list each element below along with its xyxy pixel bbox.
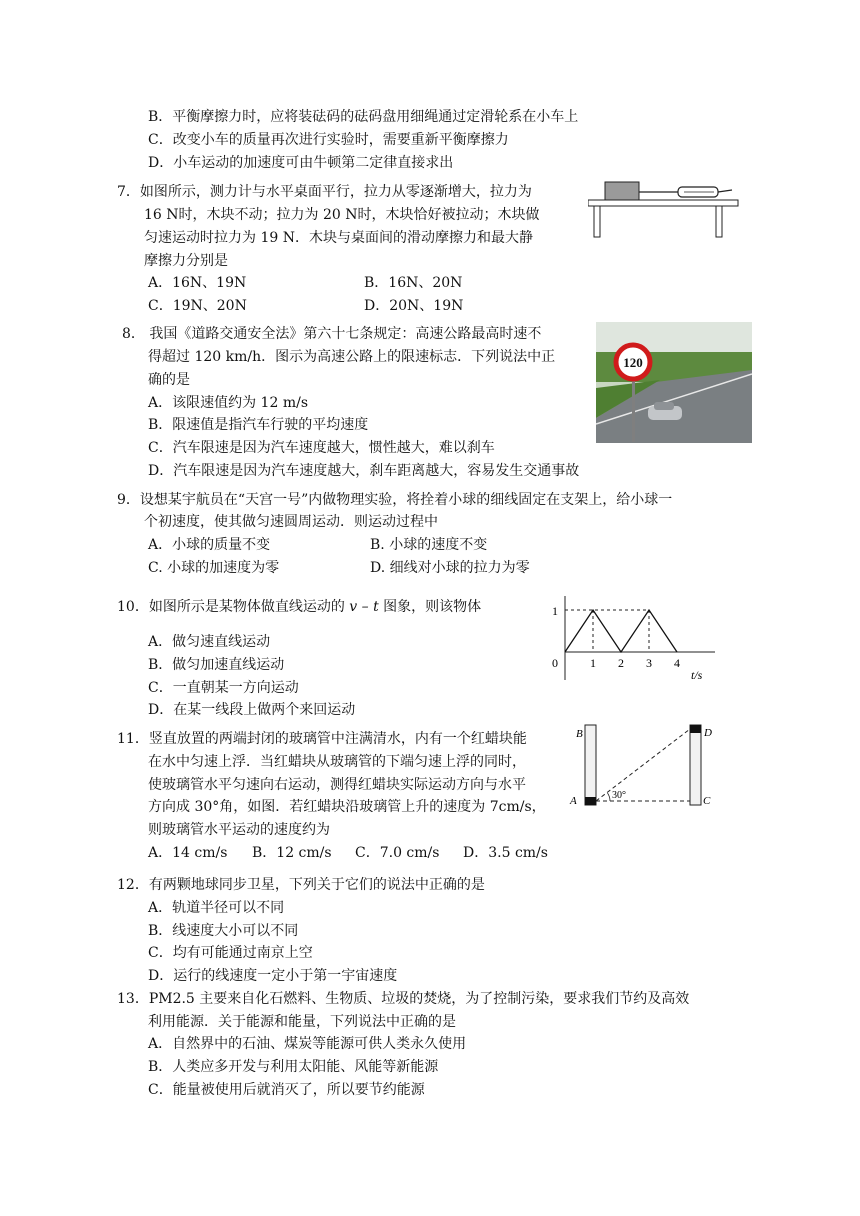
q7-stem-line1: 7．如图所示，测力计与水平桌面平行，拉力从零逐渐增大，拉力为 [117,184,532,200]
q11-stem-line5: 则玻璃管水平运动的速度约为 [148,822,330,838]
q9-option-a: A．小球的质量不变 [148,537,271,553]
tube-left [585,725,596,805]
q12-option-a: A．轨道半径可以不同 [148,900,285,916]
q13-option-b: B．人类应多开发与利用太阳能、风能等新能源 [148,1059,439,1075]
q8-stem-line3: 确的是 [148,372,190,388]
q8-option-b: B．限速值是指汽车行驶的平均速度 [148,417,369,433]
q13-option-c: C．能量被使用后就消灭了，所以要节约能源 [148,1082,425,1098]
vt-ytick-label: 1 [552,604,558,618]
q11-stem-line1: 11．竖直放置的两端封闭的玻璃管中注满清水，内有一个红蜡块能 [117,731,527,747]
q8-option-a: A．该限速值约为 12 m/s [148,395,309,411]
q12-stem: 12．有两颗地球同步卫星，下列关于它们的说法中正确的是 [117,877,485,893]
q10-option-d: D．在某一线段上做两个来回运动 [148,702,356,718]
q7-stem-line4: 摩擦力分别是 [144,253,228,269]
q12-option-b: B．线速度大小可以不同 [148,923,299,939]
q9-option-c: C. 小球的加速度为零 [148,560,280,576]
speed-limit-value: 120 [623,355,643,370]
vt-xtick-label: 4 [674,656,680,670]
q7-option-b: B．16N、20N [364,275,463,291]
q13-stem-line1: 13．PM2.5 主要来自化石燃料、生物质、垃圾的焚烧，为了控制污染，要求我们节约及高效 [117,991,690,1007]
q9-option-d: D. 细线对小球的拉力为零 [370,560,530,576]
q10-stem-pre: 10．如图所示是某物体做直线运动的 [117,599,350,615]
q8-option-d: D．汽车限速是因为汽车速度越大，刹车距离越大，容易发生交通事故 [148,463,580,479]
q8-stem-line2: 得超过 120 km/h．图示为高速公路上的限速标志．下列说法中正 [148,349,556,365]
q11-stem-line3: 使玻璃管水平匀速向右运动，测得红蜡块实际运动方向与水平 [148,777,526,793]
q7-stem-line2: 16 N时，木块不动；拉力为 20 N时，木块恰好被拉动；木块做 [144,207,540,223]
wax-block [585,797,596,805]
q7-option-a: A．16N、19N [148,275,247,291]
q10-option-c: C．一直朝某一方向运动 [148,680,299,696]
q7-table-figure [588,178,740,240]
label-B: B [576,728,583,740]
label-C: C [703,795,711,807]
q10-option-b: B．做匀加速直线运动 [148,657,285,673]
speed-limit-photo [596,322,752,443]
table-leg-left [594,206,600,237]
q6-option-b: B．平衡摩擦力时，应将装砝码的砝码盘用细绳通过定滑轮系在小车上 [148,109,579,125]
q9-stem-line1: 9．设想某宇航员在“天宫一号”内做物理实验，将拴着小球的细线固定在支架上，给小球一 [117,492,673,508]
q10-option-a: A．做匀速直线运动 [148,634,271,650]
q6-option-c: C．改变小车的质量再次进行实验时，需要重新平衡摩擦力 [148,132,509,148]
q10-stem [117,597,481,617]
q7-stem-line3: 匀速运动时拉力为 19 N．木块与桌面间的滑动摩擦力和最大静 [144,230,533,246]
angle-arc [608,793,611,801]
vt-xaxis-label: t/s [691,668,703,680]
vt-xtick-label: 1 [590,656,596,670]
q11-tube-figure [566,722,722,810]
tube-right [690,725,701,805]
vt-graph [540,592,720,680]
tube-cap-right [690,725,701,733]
q10-stem-var: v – t [349,599,379,615]
q9-option-b: B. 小球的速度不变 [370,537,488,553]
vt-xtick-label: 3 [646,656,652,670]
vt-xtick-label: 2 [618,656,624,670]
label-A: A [570,795,577,807]
q10-stem-post: 图象，则该物体 [378,599,482,615]
q11-option-c: C．7.0 cm/s [355,845,440,861]
q12-option-d: D．运行的线速度一定小于第一宇宙速度 [148,968,398,984]
q13-option-a: A．自然界中的石油、煤炭等能源可供人类永久使用 [148,1036,467,1052]
wooden-block [605,182,639,200]
table-leg-right [716,206,722,237]
q11-option-b: B．12 cm/s [252,845,332,861]
q9-stem-line2: 个初速度，使其做匀速圆周运动．则运动过程中 [144,514,438,530]
q6-option-d: D．小车运动的加速度可由牛顿第二定律直接求出 [148,155,454,171]
q8-option-c: C．汽车限速是因为汽车速度越大，惯性越大，难以刹车 [148,440,495,456]
q8-stem-line1: 8． 我国《道路交通安全法》第六十七条规定：高速公路最高时速不 [122,326,542,342]
label-D: D [704,727,712,739]
vt-xtick-label: 0 [552,656,558,670]
q11-option-a: A．14 cm/s [148,845,228,861]
path-dashed-line [596,729,690,801]
q11-stem-line4: 方向成 30°角，如图．若红蜡块沿玻璃管上升的速度为 7cm/s， [148,799,546,815]
q13-stem-line2: 利用能源．关于能源和能量，下列说法中正确的是 [148,1014,456,1030]
vt-series-line [565,610,677,652]
q7-option-d: D．20N、19N [364,298,464,314]
q11-stem-line2: 在水中匀速上浮．当红蜡块从玻璃管的下端匀速上浮的同时， [148,754,526,770]
q7-option-c: C．19N、20N [148,298,247,314]
q11-option-d: D．3.5 cm/s [463,845,548,861]
q12-option-c: C．均有可能通过南京上空 [148,945,313,961]
table-top [588,200,738,206]
angle-label: 30° [612,790,626,801]
